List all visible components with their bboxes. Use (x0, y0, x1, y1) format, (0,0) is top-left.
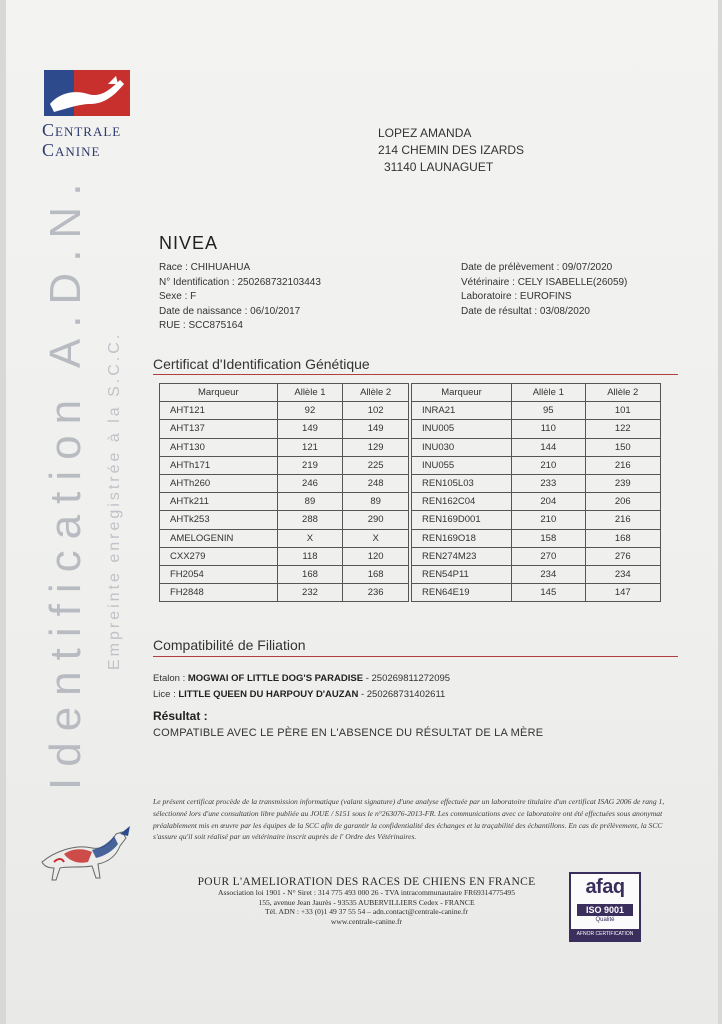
dam-name: LITTLE QUEEN DU HARPOUY D'AUZAN (178, 689, 359, 700)
allele2-cell: 290 (343, 511, 409, 529)
marker-cell: FH2848 (160, 584, 278, 602)
header-marker: Marqueur (160, 384, 278, 402)
marker-cell: AHT130 (160, 438, 278, 456)
marker-cell: REN169O18 (412, 529, 512, 547)
table-row (412, 547, 661, 565)
footer-motto: POUR L'AMELIORATION DES RACES DE CHIENS EN FRANCE (197, 876, 536, 888)
marker-cell: AHTk211 (160, 493, 278, 511)
marker-cell: AHTh171 (160, 456, 278, 474)
filiation-details (153, 671, 450, 703)
table-row (412, 420, 661, 438)
allele2-cell: 147 (585, 584, 660, 602)
dog-name: NIVEA (159, 233, 219, 253)
dog-illustration-icon (34, 822, 134, 884)
table-row (160, 420, 409, 438)
dog-sex: Sexe : F (159, 291, 197, 302)
table-row (412, 402, 661, 420)
table-header-row (160, 384, 409, 402)
allele1-cell: 232 (277, 584, 343, 602)
allele1-cell: 149 (277, 420, 343, 438)
marker-cell: REN105L03 (412, 474, 512, 492)
vertical-subtitle: Empreinte enregistrée à la S.C.C. (106, 331, 123, 670)
allele1-cell: 246 (277, 474, 343, 492)
table-row (160, 402, 409, 420)
marker-cell: AHT137 (160, 420, 278, 438)
logo-line1: Centrale (42, 120, 122, 140)
filiation-title: Compatibilité de Filiation (153, 637, 306, 653)
table-header-row (412, 384, 661, 402)
allele2-cell: 216 (585, 456, 660, 474)
table-row (412, 456, 661, 474)
dam-id: - 250268731402611 (358, 689, 446, 700)
allele2-cell: 129 (343, 438, 409, 456)
result-date: Date de résultat : 03/08/2020 (461, 305, 590, 317)
laboratory: Laboratoire : EUROFINS (461, 291, 572, 302)
allele1-cell: 118 (277, 547, 343, 565)
veterinarian: Vétérinaire : CELY ISABELLE(26059) (461, 276, 628, 288)
table-row (160, 493, 409, 511)
footer (174, 876, 559, 926)
table-row (160, 456, 409, 474)
marker-cell: INU030 (412, 438, 512, 456)
marker-cell: AMELOGENIN (160, 529, 278, 547)
table-row (160, 511, 409, 529)
dog-info-right (461, 261, 627, 319)
sire-label: Etalon : (153, 673, 188, 684)
header-allele1: Allèle 1 (277, 384, 343, 402)
dog-birthdate: Date de naissance : 06/10/2017 (159, 305, 301, 317)
owner-address (378, 125, 524, 176)
allele1-cell: 288 (277, 511, 343, 529)
footer-contact: Tél. ADN : +33 (0)1 49 37 55 54 – adn.contact@centrale-canine.fr (265, 907, 468, 916)
allele1-cell: 210 (512, 456, 585, 474)
table-row (412, 565, 661, 583)
allele2-cell: 120 (343, 547, 409, 565)
table-row (160, 474, 409, 492)
allele2-cell: 168 (343, 565, 409, 583)
sample-date: Date de prélèvement : 09/07/2020 (461, 262, 613, 273)
genotype-table-right (411, 383, 661, 602)
allele2-cell: 239 (585, 474, 660, 492)
dam-line (153, 687, 450, 703)
owner-city: 31140 LAUNAGUET (384, 160, 494, 174)
result-title: Résultat : (153, 709, 208, 723)
allele1-cell: 219 (277, 456, 343, 474)
allele2-cell: 206 (585, 493, 660, 511)
genotype-rows-left (160, 402, 409, 602)
centrale-canine-logo-icon (44, 70, 130, 116)
table-row (160, 584, 409, 602)
owner-name: LOPEZ AMANDA (378, 126, 472, 140)
genotype-rows-right (412, 402, 661, 602)
dam-label: Lice : (153, 689, 179, 700)
header-marker: Marqueur (412, 384, 512, 402)
genotype-table-left (159, 383, 409, 602)
sire-name: MOGWAI OF LITTLE DOG'S PARADISE (187, 673, 364, 684)
allele2-cell: 276 (585, 547, 660, 565)
table-row (412, 493, 661, 511)
footer-association: Association loi 1901 - N° Siret : 314 775 493 000 26 - TVA intracommunautaire FR69314775495 (218, 888, 515, 897)
allele1-cell: 233 (512, 474, 585, 492)
allele2-cell: 236 (343, 584, 409, 602)
allele2-cell: 248 (343, 474, 409, 492)
allele2-cell: 102 (343, 402, 409, 420)
marker-cell: REN64E19 (412, 584, 512, 602)
logo-line2: Canine (42, 140, 101, 160)
legal-notice: Le présent certificat procède de la transmission informatique (valant signature) d'une analyse effectuée par un laboratoire titulaire d'un certificat ISAG 2006 de rang 1, sélectionné lors d'une consultation libre publiée au JOUE / S151 sous le n°263076-2013-FR. Les communications avec ce laboratoire ont été effectuées sous anonymat préalablement mis en œuvre par les équipes de la SCC afin de garantir la confidentialité des échanges et la traçabilité des échantillons. En cas de prélèvement, la SCC s'assure qu'il soit réalisé par un vétérinaire inscrit auprès de l' Ordre des Vétérinaires. (153, 797, 665, 842)
afaq-iso-badge (569, 872, 641, 942)
marker-cell: REN54P11 (412, 565, 512, 583)
allele1-cell: 145 (512, 584, 585, 602)
marker-cell: REN169D001 (412, 511, 512, 529)
dog-info-left (159, 261, 321, 334)
afaq-cert: AFNOR CERTIFICATION (571, 929, 639, 940)
logo-text (42, 120, 121, 160)
afaq-quality: Qualité (595, 917, 615, 923)
allele2-cell: 216 (585, 511, 660, 529)
dog-breed: Race : CHIHUAHUA (159, 262, 251, 273)
marker-cell: AHT121 (160, 402, 278, 420)
header-allele2: Allèle 2 (585, 384, 660, 402)
allele2-cell: 225 (343, 456, 409, 474)
header-allele2: Allèle 2 (343, 384, 409, 402)
allele1-cell: 168 (277, 565, 343, 583)
allele2-cell: 149 (343, 420, 409, 438)
owner-street: 214 CHEMIN DES IZARDS (378, 143, 525, 157)
allele2-cell: 234 (585, 565, 660, 583)
table-row (412, 529, 661, 547)
allele1-cell: 110 (512, 420, 585, 438)
marker-cell: FH2054 (160, 565, 278, 583)
table-row (160, 529, 409, 547)
footer-website: www.centrale-canine.fr (330, 916, 403, 926)
certificate-title: Certificat d'Identification Génétique (153, 356, 370, 372)
vertical-title: Identification A.D.N. (41, 172, 90, 790)
dog-rue: RUE : SCC875164 (159, 320, 243, 331)
sire-line (153, 671, 450, 687)
certificate-page (6, 0, 718, 1024)
allele2-cell: 122 (585, 420, 660, 438)
marker-cell: REN274M23 (412, 547, 512, 565)
allele1-cell: 234 (512, 565, 585, 583)
allele1-cell: 89 (277, 493, 343, 511)
marker-cell: INU055 (412, 456, 512, 474)
allele1-cell: 204 (512, 493, 585, 511)
allele2-cell: 168 (585, 529, 660, 547)
table-row (160, 547, 409, 565)
allele1-cell: 270 (512, 547, 585, 565)
table-row (412, 438, 661, 456)
allele2-cell: 150 (585, 438, 660, 456)
marker-cell: REN162C04 (412, 493, 512, 511)
allele1-cell: 144 (512, 438, 585, 456)
allele1-cell: 95 (512, 402, 585, 420)
marker-cell: INU005 (412, 420, 512, 438)
allele2-cell: 101 (585, 402, 660, 420)
allele1-cell: 92 (277, 402, 343, 420)
marker-cell: CXX279 (160, 547, 278, 565)
allele2-cell: 89 (343, 493, 409, 511)
table-row (160, 565, 409, 583)
table-row (412, 584, 661, 602)
table-row (412, 474, 661, 492)
allele1-cell: 158 (512, 529, 585, 547)
afaq-brand: afaq (585, 876, 625, 898)
filiation-rule (153, 656, 678, 657)
allele1-cell: 121 (277, 438, 343, 456)
table-row (412, 511, 661, 529)
allele2-cell: X (343, 529, 409, 547)
allele1-cell: 210 (512, 511, 585, 529)
allele1-cell: X (277, 529, 343, 547)
dog-id: N° Identification : 250268732103443 (159, 276, 321, 288)
footer-address: 155, avenue Jean Jaurès - 93535 AUBERVILLIERS Cedex - FRANCE (258, 897, 475, 907)
marker-cell: AHTk253 (160, 511, 278, 529)
afaq-iso: ISO 9001 (577, 904, 633, 916)
certificate-rule (153, 374, 678, 375)
table-row (160, 438, 409, 456)
marker-cell: INRA21 (412, 402, 512, 420)
result-text: COMPATIBLE AVEC LE PÈRE EN L'ABSENCE DU RÉSULTAT DE LA MÈRE (153, 727, 544, 739)
header-allele1: Allèle 1 (512, 384, 585, 402)
marker-cell: AHTh260 (160, 474, 278, 492)
sire-id: - 250269811272095 (363, 673, 451, 684)
